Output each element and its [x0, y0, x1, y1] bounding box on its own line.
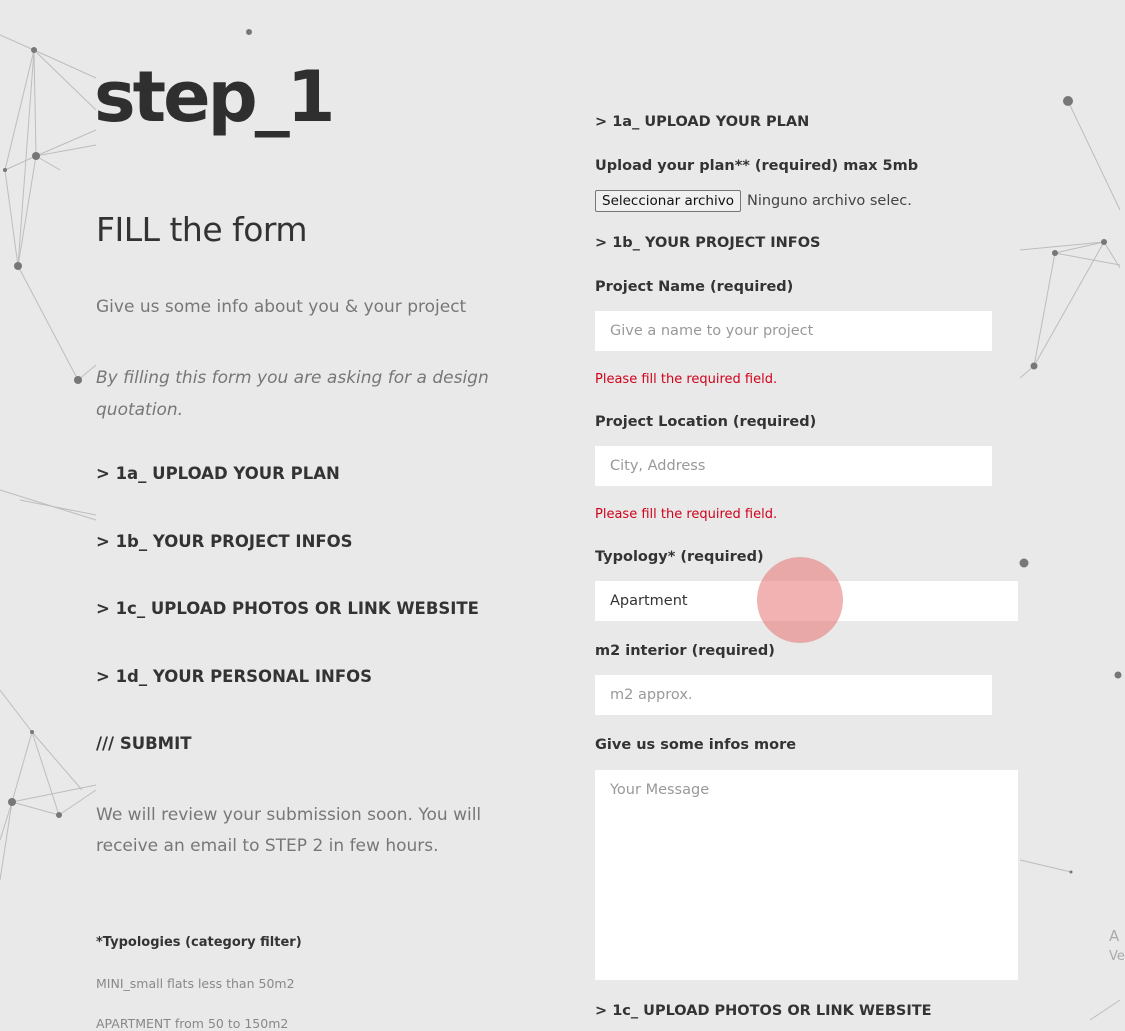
- m2-interior-label: m2 interior (required): [595, 643, 775, 659]
- typologies-title: *Typologies (category filter): [96, 935, 302, 950]
- typology-selected-value: Apartment: [610, 593, 688, 609]
- m2-interior-input[interactable]: [595, 675, 992, 715]
- upload-plan-label: Upload your plan** (required) max 5mb: [595, 158, 919, 174]
- project-name-input[interactable]: [595, 311, 992, 351]
- project-name-error: Please fill the required field.: [595, 372, 778, 387]
- file-status: Ninguno archivo selec.: [746, 193, 912, 209]
- edge-text-fragment: A: [1109, 927, 1120, 945]
- more-infos-label: Give us some infos more: [595, 737, 797, 753]
- project-name-label: Project Name (required): [595, 279, 794, 295]
- step-link-1a[interactable]: > 1a_ UPLOAD YOUR PLAN: [96, 464, 340, 483]
- step-link-1c[interactable]: > 1c_ UPLOAD PHOTOS OR LINK WEBSITE: [96, 599, 479, 618]
- typology-item: APARTMENT from 50 to 150m2: [96, 1016, 289, 1031]
- typology-item: MINI_small flats less than 50m2: [96, 976, 295, 991]
- quotation-disclaimer: By filling this form you are asking for a design quotation.: [96, 368, 489, 420]
- section-1a-heading: > 1a_ UPLOAD YOUR PLAN: [595, 114, 810, 130]
- step-link-1b[interactable]: > 1b_ YOUR PROJECT INFOS: [96, 532, 353, 551]
- message-textarea[interactable]: [595, 770, 1018, 980]
- typology-label: Typology* (required): [595, 549, 764, 565]
- project-location-input[interactable]: [595, 446, 992, 486]
- section-1c-heading: > 1c_ UPLOAD PHOTOS OR LINK WEBSITE: [595, 1003, 932, 1019]
- project-location-error: Please fill the required field.: [595, 507, 778, 522]
- intro-text: Give us some info about you & your project: [96, 297, 467, 317]
- step-title: step_1: [94, 56, 333, 138]
- review-notice: We will review your submission soon. You will receive an email to STEP 2 in few hours.: [96, 805, 482, 856]
- click-indicator: [757, 557, 843, 643]
- edge-text-fragment: Ve: [1109, 949, 1125, 964]
- file-upload: [595, 190, 912, 212]
- choose-file-button[interactable]: Seleccionar archivo: [595, 190, 741, 212]
- fill-form-title: FILL the form: [96, 210, 308, 249]
- project-location-label: Project Location (required): [595, 414, 817, 430]
- step-link-1d[interactable]: > 1d_ YOUR PERSONAL INFOS: [96, 667, 373, 686]
- step-link-submit[interactable]: /// SUBMIT: [96, 734, 192, 753]
- section-1b-heading: > 1b_ YOUR PROJECT INFOS: [595, 235, 821, 251]
